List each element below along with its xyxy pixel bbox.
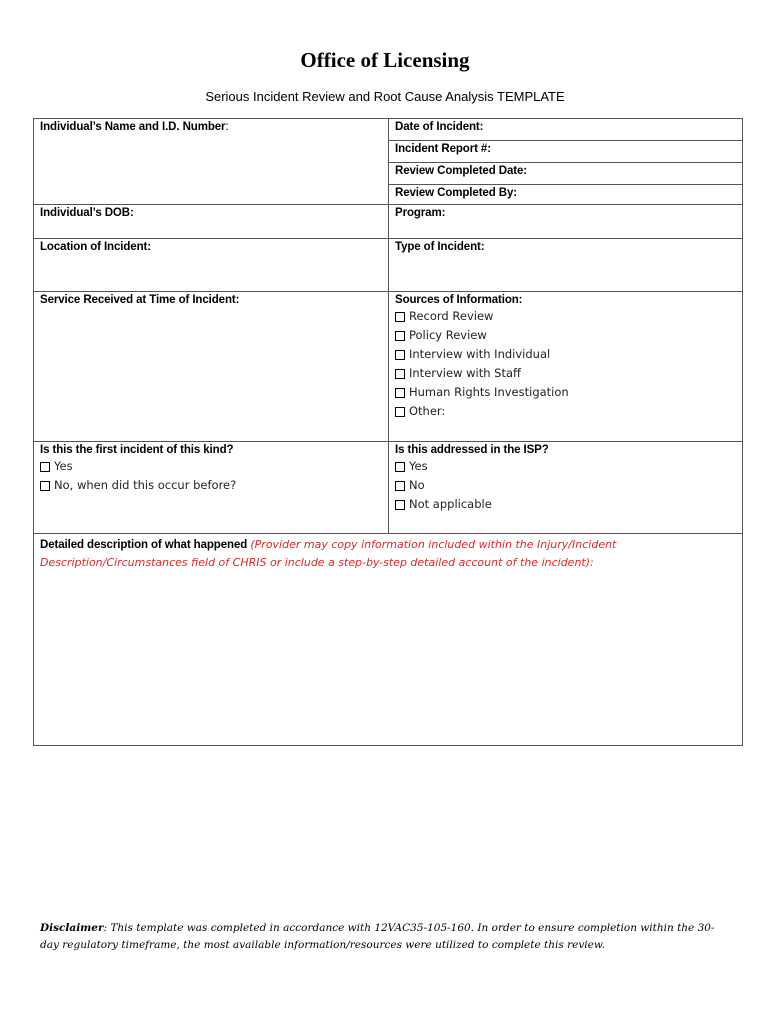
service-label: Service Received at Time of Incident: [40,294,240,306]
isp-option[interactable] [395,457,736,476]
source-option[interactable] [395,345,736,364]
source-option[interactable] [395,402,736,421]
dob-label: Individual’s DOB: [40,207,134,219]
checkbox-icon[interactable] [395,462,405,472]
checkbox-icon[interactable] [395,481,405,491]
first-incident-option-label: Yes [54,459,73,473]
date-of-incident-label: Date of Incident: [395,121,484,133]
program-label: Program: [395,207,446,219]
checkbox-icon[interactable] [40,481,50,491]
source-option-label: Interview with Staff [409,366,521,380]
incident-form-table [33,118,743,746]
isp-option-label: No [409,478,425,492]
isp-option-label: Not applicable [409,497,492,511]
checkbox-icon[interactable] [395,407,405,417]
date-of-incident-field[interactable] [389,119,742,141]
disclaimer [40,920,730,954]
sources-options [395,307,736,421]
description-note: (Provider may copy information included within the Injury/Incident Description/Circumstances field of CHRIS or include a step-by-step detailed account of the incident): [40,538,617,569]
review-by-label: Review Completed By: [395,187,517,199]
checkbox-icon[interactable] [395,500,405,510]
source-option-label: Record Review [409,309,494,323]
sources-cell [389,292,743,442]
page-title: Office of Licensing [300,48,470,72]
source-option[interactable] [395,383,736,402]
checkbox-icon[interactable] [395,350,405,360]
isp-option[interactable] [395,476,736,495]
type-cell[interactable] [389,239,743,292]
sources-label: Sources of Information: [395,294,523,306]
review-date-label: Review Completed Date: [395,165,527,177]
location-cell[interactable] [34,239,389,292]
program-cell[interactable] [389,205,743,239]
service-cell[interactable] [34,292,389,442]
first-incident-option-label: No, when did this occur before? [54,478,237,492]
checkbox-icon[interactable] [395,388,405,398]
isp-option[interactable] [395,495,736,514]
source-option[interactable] [395,364,736,383]
review-by-field[interactable] [389,185,742,204]
checkbox-icon[interactable] [40,462,50,472]
type-label: Type of Incident: [395,241,485,253]
dob-cell[interactable] [34,205,389,239]
name-id-label: Individual’s Name and I.D. Number [40,121,226,133]
checkbox-icon[interactable] [395,369,405,379]
checkbox-icon[interactable] [395,312,405,322]
page-subtitle: Serious Incident Review and Root Cause Analysis TEMPLATE [205,89,565,104]
incident-details-cell [389,119,743,205]
isp-cell [389,442,743,534]
first-incident-option[interactable] [40,457,382,476]
incident-report-field[interactable] [389,141,742,163]
first-incident-cell [34,442,389,534]
source-option[interactable] [395,307,736,326]
first-incident-option[interactable] [40,476,382,495]
disclaimer-text: : This template was completed in accordance with 12VAC35-105-160. In order to ensure completion within the 30-day regulatory timeframe, the most available information/resources were utilized to complete this review. [40,922,715,951]
isp-label: Is this addressed in the ISP? [395,444,549,456]
checkbox-icon[interactable] [395,331,405,341]
isp-option-label: Yes [409,459,428,473]
name-id-colon: : [225,121,229,133]
source-option-label: Policy Review [409,328,487,342]
incident-report-label: Incident Report #: [395,143,491,155]
source-option-label: Other: [409,404,446,418]
location-label: Location of Incident: [40,241,151,253]
description-cell[interactable] [34,534,743,746]
name-id-cell[interactable] [34,119,389,205]
disclaimer-label: Disclaimer [40,922,104,934]
first-incident-label: Is this the first incident of this kind? [40,444,234,456]
source-option-label: Interview with Individual [409,347,551,361]
source-option[interactable] [395,326,736,345]
first-incident-options [40,457,382,495]
source-option-label: Human Rights Investigation [409,385,569,399]
review-date-field[interactable] [389,163,742,185]
description-label: Detailed description of what happened [40,539,248,551]
isp-options [395,457,736,514]
